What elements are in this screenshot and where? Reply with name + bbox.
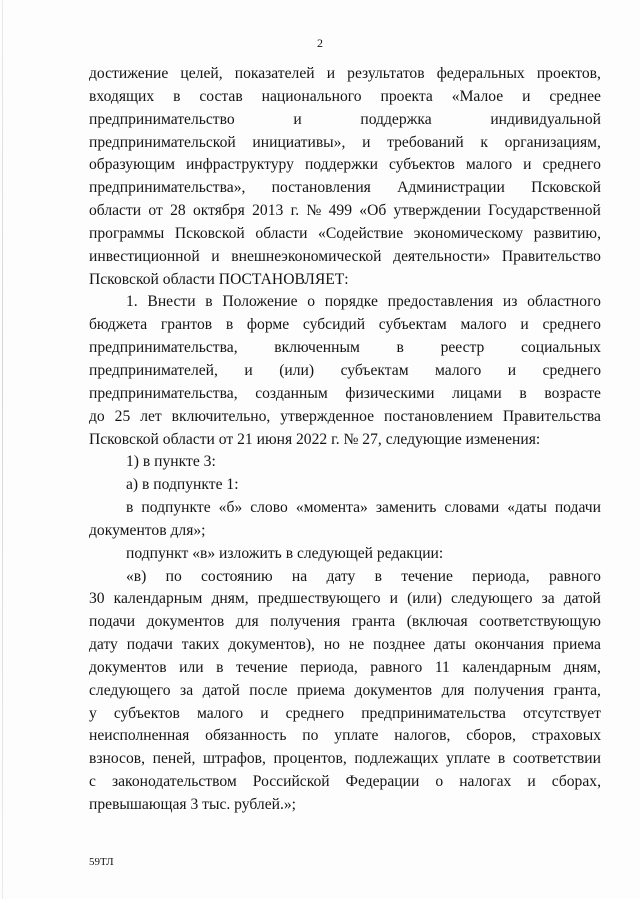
word: развитию, [533, 224, 601, 242]
text-line [89, 634, 601, 657]
text-line [89, 611, 601, 634]
word: деятельности» [393, 247, 491, 265]
word: в [126, 499, 134, 517]
text-line [89, 383, 601, 406]
word: внешнеэкономической [231, 247, 382, 265]
text-line [89, 680, 601, 703]
word: словами [444, 499, 500, 517]
word: приема [296, 681, 346, 699]
word: календарным [113, 590, 203, 608]
word: физическими [345, 384, 435, 402]
word: окончания [474, 636, 545, 654]
word: в [173, 87, 181, 105]
word: грантов [160, 316, 213, 334]
word: за [180, 681, 194, 699]
word: 25 [114, 407, 131, 425]
word: лет [140, 407, 162, 425]
text-line [89, 63, 601, 86]
word: экономическому [413, 224, 524, 242]
word: предшествующего [257, 590, 381, 608]
word: документов), [228, 636, 315, 654]
word: состав [199, 87, 243, 105]
word: малого [435, 361, 482, 379]
word: Федерации [345, 773, 420, 791]
word: уплате [334, 727, 379, 745]
word: Внести [147, 293, 196, 311]
word: инициативы», [252, 133, 346, 151]
word: национального [261, 87, 362, 105]
word: и [260, 704, 269, 722]
word: процентов, [273, 750, 347, 768]
text-line: Псковской области ПОСТАНОВЛЯЕТ: [89, 270, 349, 288]
word: субсидий [302, 316, 366, 334]
word: дням, [211, 590, 249, 608]
word: и [326, 65, 336, 82]
word: постановлением [384, 407, 493, 425]
word: областного [527, 293, 601, 311]
word: образующим [89, 156, 175, 174]
footer-code: 59ТЛ [89, 856, 114, 868]
word: о [307, 293, 316, 311]
word: предпринимательской [89, 133, 236, 151]
word: дату [326, 567, 356, 585]
word: о [435, 773, 444, 791]
word: Государственной [488, 202, 601, 220]
word: документов [354, 681, 433, 699]
text-line [89, 771, 601, 794]
word: и [527, 773, 536, 791]
word: таких [181, 636, 220, 654]
word: предоставления [387, 293, 494, 311]
word: включенным [274, 339, 360, 357]
word: и [507, 361, 517, 379]
word: документов [146, 613, 225, 631]
word: среднего [542, 361, 601, 379]
text-line: 1) в пункте 3: [126, 453, 216, 471]
document-body [89, 63, 601, 817]
word: от [148, 202, 163, 220]
word: или [179, 658, 204, 676]
word: дням, [563, 658, 601, 676]
word: и [523, 156, 532, 174]
word: среднее [549, 87, 601, 105]
word: Администрации [397, 179, 505, 197]
text-line [89, 657, 601, 680]
word: входящих [89, 87, 155, 105]
word: области [255, 224, 308, 242]
text-line [89, 109, 601, 132]
word: сборах, [551, 773, 601, 791]
text-line [89, 497, 601, 520]
word: малого [196, 704, 244, 722]
text-line [89, 406, 601, 429]
text-line [89, 588, 601, 611]
word: к [480, 133, 488, 151]
word: субъектов [113, 704, 180, 722]
word: возрасте [544, 384, 601, 402]
word: соответствии [512, 750, 601, 768]
word: календарным [462, 658, 552, 676]
word: датой [202, 681, 240, 699]
text-line: превышающая 3 тыс. рублей.»; [89, 796, 296, 813]
word: предпринимательства, [89, 384, 238, 402]
word: равного [548, 567, 601, 585]
text-line [89, 703, 601, 726]
word: 28 [170, 202, 186, 220]
word: малого [460, 316, 507, 334]
word: дату [89, 636, 118, 654]
word: в [205, 293, 213, 311]
word: получения [473, 681, 545, 699]
word: уплате [446, 750, 491, 768]
word: но [323, 636, 340, 654]
word: по [302, 727, 319, 745]
word: неисполненная [89, 727, 190, 745]
word: предпринимательство [89, 110, 235, 128]
word: программы [89, 224, 165, 242]
word: отсутствует [522, 704, 601, 722]
word: периода, [472, 567, 530, 585]
word: после [249, 681, 288, 699]
word: (включая [406, 613, 468, 631]
word: гранта, [553, 681, 601, 699]
word: и [522, 87, 531, 105]
word: гранта [351, 613, 396, 631]
word: № [306, 202, 322, 220]
word: субъектам [340, 361, 409, 379]
word: и [293, 110, 302, 128]
word: реестр [440, 339, 485, 357]
page-number: 2 [317, 36, 323, 50]
text-line [89, 223, 601, 246]
word: проектов, [536, 65, 601, 82]
word: инфраструктуру [185, 156, 294, 174]
word: Правительства [502, 407, 601, 425]
word: предпринимателей, [89, 361, 218, 379]
word: «Об [359, 202, 387, 220]
word: «Содействие [318, 224, 404, 242]
word: в [225, 316, 234, 334]
word: соответствующую [479, 613, 601, 631]
text-line [89, 725, 601, 748]
text-line: а) в подпункте 1: [126, 476, 239, 494]
word: 1. [126, 293, 138, 311]
word: результатов [347, 65, 425, 82]
word: заменить [375, 499, 437, 517]
word: до [89, 407, 105, 425]
word: и [389, 590, 399, 608]
word: предпринимательства, [89, 339, 238, 357]
text-line [89, 200, 601, 223]
text-line: подпункт «в» изложить в следующей редакции: [126, 544, 444, 562]
word: и [362, 133, 371, 151]
text-line [89, 360, 601, 383]
text-line: Псковской области от 21 июня 2022 г. № 27, следующие изменения: [89, 430, 541, 448]
word: г. [290, 202, 300, 220]
word: и [520, 316, 529, 334]
text-line [89, 291, 601, 314]
word: среднего [542, 156, 601, 174]
word: «Малое [451, 87, 504, 105]
word: на [291, 567, 308, 585]
word: лицами [452, 384, 502, 402]
word: утвержденное [280, 407, 375, 425]
word: слово [250, 499, 288, 517]
word: и [244, 361, 253, 379]
word: в [497, 750, 506, 768]
word: организациям, [504, 133, 601, 151]
text-line [89, 86, 601, 109]
word: датой [563, 590, 601, 608]
word: состоянию [201, 567, 273, 585]
word: для [441, 681, 465, 699]
word: «в) [126, 567, 147, 585]
word: (или) [407, 590, 442, 608]
word: даты [434, 636, 466, 654]
word: подпункте [141, 499, 211, 517]
word: 2013 [252, 202, 284, 220]
text-line [89, 314, 601, 337]
word: октября [192, 202, 245, 220]
word: документов [89, 658, 167, 676]
word: подлежащих [354, 750, 439, 768]
word: требований [387, 133, 464, 151]
word: подачи [126, 636, 173, 654]
word: 11 [434, 658, 450, 676]
word: среднего [285, 704, 345, 722]
word: достижение [89, 65, 169, 82]
word: среднего [542, 316, 601, 334]
word: 30 [89, 590, 105, 608]
word: форме [246, 316, 290, 334]
word: из [502, 293, 518, 311]
word: Правительство [501, 247, 601, 265]
word: области [89, 202, 142, 220]
word: инвестиционной [89, 247, 200, 265]
word: проекта [380, 87, 433, 105]
word: обязанность [205, 727, 287, 745]
word: течение [401, 567, 453, 585]
text-line [89, 566, 601, 589]
word: Псковской [174, 224, 245, 242]
word: течение [236, 658, 288, 676]
word: поддержка [360, 110, 432, 128]
word: налогах [459, 773, 512, 791]
word: у [89, 704, 97, 722]
text-line [89, 177, 601, 200]
word: поддержки [304, 156, 378, 174]
word: законодательством [111, 773, 237, 791]
word: получения [270, 613, 341, 631]
text-line [89, 337, 601, 360]
word: Псковской [531, 179, 601, 197]
word: показателей [234, 65, 315, 82]
word: федеральных [436, 65, 525, 82]
word: «б» [218, 499, 243, 517]
word: для [235, 613, 259, 631]
word: сборов, [466, 727, 516, 745]
word: бюджета [89, 316, 148, 334]
word: позднее [373, 636, 426, 654]
word: индивидуальной [490, 110, 601, 128]
word: предпринимательства», [89, 179, 246, 197]
word: постановления [271, 179, 371, 197]
word: целей, [180, 65, 223, 82]
word: страховых [531, 727, 601, 745]
word: с [89, 773, 96, 791]
word: созданным [255, 384, 328, 402]
word: пеней, [152, 750, 196, 768]
word: «даты [507, 499, 547, 517]
word: предпринимательства [361, 704, 506, 722]
text-line [89, 154, 601, 177]
word: Российской [252, 773, 330, 791]
word: взносов, [89, 750, 146, 768]
word: в [396, 339, 404, 357]
word: субъектам [378, 316, 447, 334]
word: штрафов, [203, 750, 266, 768]
text-line [89, 748, 601, 771]
word: социальных [521, 339, 601, 357]
word: малого [465, 156, 513, 174]
word: за [541, 590, 555, 608]
word: равного [370, 658, 423, 676]
word: следующего [89, 681, 171, 699]
word: в [519, 384, 527, 402]
text-line [89, 246, 601, 269]
word: порядке [324, 293, 378, 311]
word: не [348, 636, 365, 654]
word: Положение [222, 293, 298, 311]
word: в [216, 658, 224, 676]
word: подачи [89, 613, 136, 631]
word: в [374, 567, 382, 585]
word: периода, [300, 658, 358, 676]
word: подачи [554, 499, 601, 517]
word: приема [552, 636, 601, 654]
word: (или) [279, 361, 315, 379]
text-line: документов для»; [89, 521, 206, 539]
word: по [165, 567, 182, 585]
word: субъектов [388, 156, 455, 174]
text-line [89, 132, 601, 155]
word: утверждении [393, 202, 481, 220]
word: следующего [450, 590, 533, 608]
word: включительно, [171, 407, 271, 425]
word: «момента» [295, 499, 368, 517]
word: налогов, [394, 727, 451, 745]
word: и [211, 247, 220, 265]
word: 499 [328, 202, 352, 220]
